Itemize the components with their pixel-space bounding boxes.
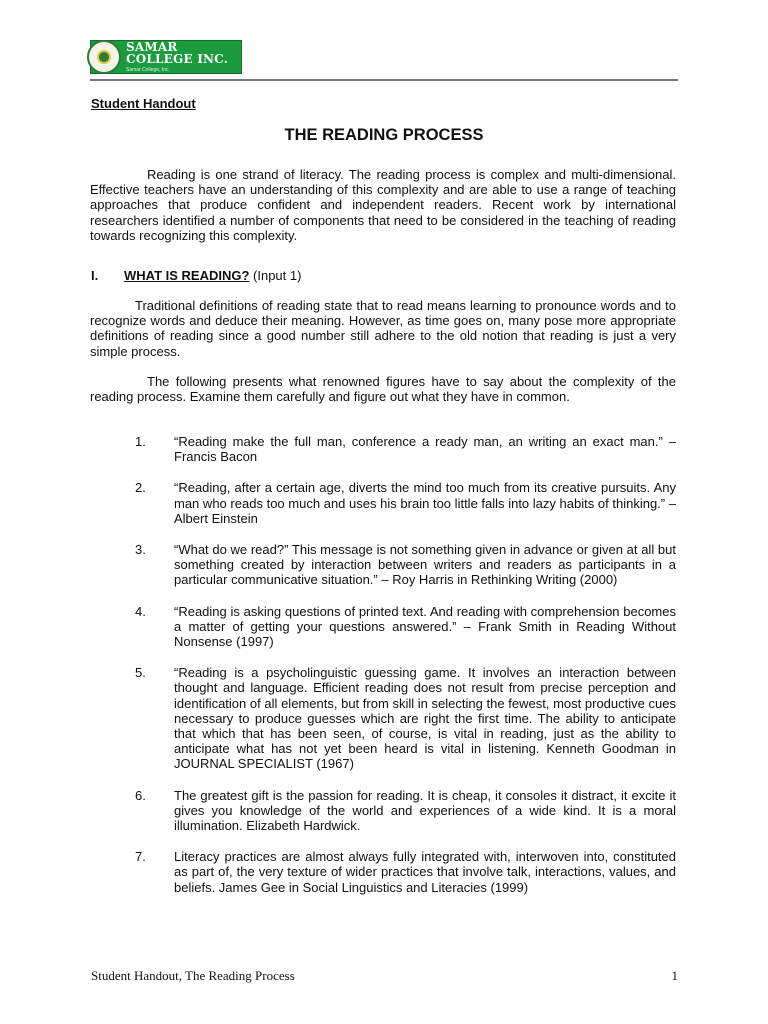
quote-item <box>135 665 676 771</box>
quote-item <box>135 849 676 895</box>
document-title: THE READING PROCESS <box>284 126 484 144</box>
page-number: 1 <box>671 968 678 983</box>
page-footer <box>91 968 678 984</box>
definition-paragraph: Traditional definitions of reading state that to read means learning to pronounce words and to recognize words and deduce their meaning. However, as time goes on, many pose more appropriate definitions of reading since a good number still adhere to the old notion that reading is just a very simple process. <box>90 298 676 359</box>
handout-label: Student Handout <box>91 96 196 111</box>
quote-text: Literacy practices are almost always fully integrated with, interwoven into, constituted as part of, the very texture of wider practices that involve talk, interactions, values, and beliefs. James Gee in Social Linguistics and Literacies (1999) <box>174 849 676 895</box>
logo-text <box>126 41 241 73</box>
quote-number: 2. <box>135 480 146 496</box>
section-number: I. <box>91 268 99 283</box>
quote-number: 7. <box>135 849 146 865</box>
quote-number: 1. <box>135 434 146 449</box>
logo-name: SAMAR COLLEGE INC. <box>126 40 229 66</box>
intro-paragraph: Reading is one strand of literacy. The reading process is complex and multi-dimensional. Effective teachers have an understanding of this complexity and are able to use a range of teaching approaches that produce confident and independent readers. Recent work by international researchers identified a number of components that need to be considered in the teaching of reading towards recognizing this complexity. <box>90 167 676 243</box>
quote-item <box>135 788 676 834</box>
quote-text: “Reading is asking questions of printed text. And reading with comprehension becomes a matter of getting your questions answered.” – Frank Smith in Reading Without Nonsense (1997) <box>174 603 676 650</box>
quote-number: 3. <box>135 542 146 558</box>
college-seal-icon <box>87 40 121 74</box>
quote-number: 6. <box>135 787 146 803</box>
quote-item <box>135 604 676 650</box>
quote-text: “Reading, after a certain age, diverts the mind too much from its creative pursuits. Any man who reads too much and uses his brain too little falls into lazy habits of thinking.” – Albert Einstein <box>174 480 676 526</box>
quote-text: The greatest gift is the passion for reading. It is cheap, it consoles it distract, it excite it gives you knowledge of the world and experiences of a wide kind. It is a moral illumination. Elizabeth Hardwick. <box>174 787 676 834</box>
college-logo <box>90 40 242 74</box>
quote-text: “What do we read?” This message is not something given in advance or given at all but something created by interaction between writers and readers as participants in a particular communicative situation.” – Roy Harris in Rethinking Writing (2000) <box>174 542 676 588</box>
footer-title: Student Handout, The Reading Process <box>91 968 295 983</box>
quote-item <box>135 480 676 526</box>
header-divider <box>90 79 678 81</box>
quote-list <box>135 434 676 911</box>
quote-text: “Reading is a psycholinguistic guessing game. It involves an interaction between thought and language. Efficient reading does not result from precise perception and identification of all elements, but from skill in selecting the fewest, most productive cues necessary to produce guesses which are right the first time. The ability to anticipate that which that has been seen, of course, is vital in reading, just as the ability to anticipate what has not yet been heard is vital in listening. Kenneth Goodman in JOURNAL SPECIALIST (1967) <box>174 665 676 772</box>
quote-text: “Reading make the full man, conference a ready man, an writing an exact man.” – Francis Bacon <box>174 434 676 465</box>
quote-number: 4. <box>135 603 146 619</box>
quote-item <box>135 542 676 588</box>
figures-paragraph: The following presents what renowned figures have to say about the complexity of the reading process. Examine them carefully and figure out what they have in common. <box>90 374 676 405</box>
quote-item <box>135 434 676 464</box>
logo-tagline: Samar College, Inc. <box>126 67 170 73</box>
section-heading <box>91 268 301 283</box>
section-title: WHAT IS READING? <box>124 268 250 283</box>
section-suffix: (Input 1) <box>249 268 302 283</box>
quote-number: 5. <box>135 665 146 681</box>
